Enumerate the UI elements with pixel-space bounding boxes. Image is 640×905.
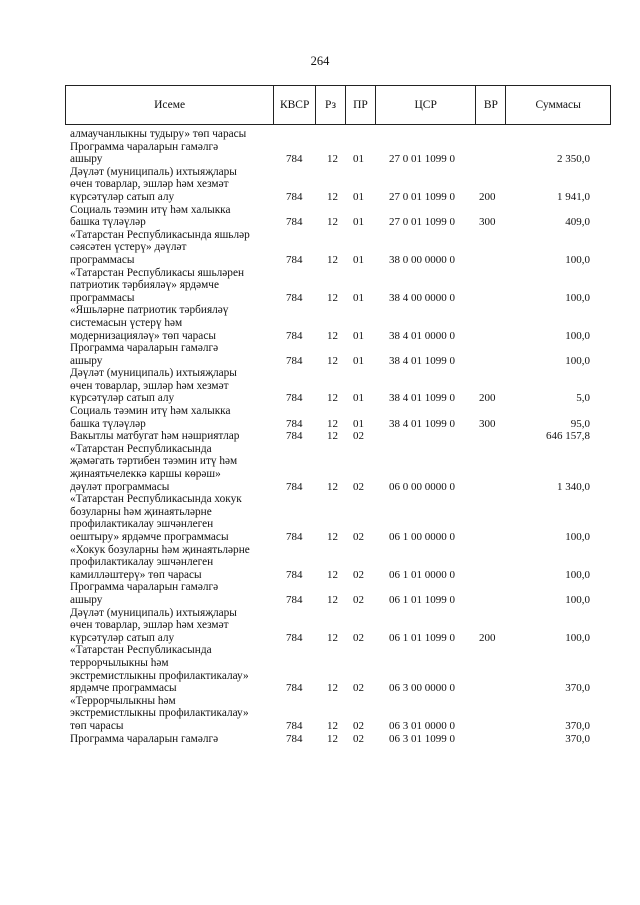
row-name-line: патриотик тәрбияләү» ярдәмче [70,279,219,292]
row-name-line: «Яшьләрне патриотик тәрбияләү [70,304,229,317]
row-name-line: программасы [70,253,135,266]
row-sum: 100,0 [565,253,590,266]
row-name-line: бозуларны һәм җинаятьләрне [70,505,212,518]
row-kvsr: 784 [286,216,303,229]
row-name-line: башка түләүләр [70,216,146,229]
row-name [70,443,270,493]
row-kvsr: 784 [286,153,303,166]
row-csr: 06 0 00 0000 0 [389,480,455,493]
row-name [70,695,270,733]
page-number: 264 [310,54,330,68]
row-name [70,430,270,443]
row-csr: 06 3 01 1099 0 [389,732,455,745]
row-name-line: күрсәтүләр сатып алу [70,631,175,644]
row-pr: 01 [353,329,364,342]
row-kvsr: 784 [286,531,303,543]
row-name-line: ашыру [70,593,103,606]
row-csr: 06 3 01 0000 0 [389,719,455,732]
row-name-line: алмаучанлыкны тудыру» төп чарасы [70,128,247,140]
row-csr: 06 1 01 1099 0 [389,631,455,644]
row-name-line: Вакытлы матбугат һәм нәшриятлар [70,430,240,443]
row-name-line: экстремистлыкны профилактикалау» [70,669,249,682]
table-row [70,304,590,342]
row-pr: 01 [353,153,364,166]
column-header-sum: Суммасы [535,99,581,111]
row-pr: 01 [353,354,364,367]
row-kvsr: 784 [286,631,303,644]
row-rz: 12 [327,417,338,430]
table-body [70,128,590,745]
row-name [70,405,270,430]
row-kvsr: 784 [286,719,303,732]
row-csr: 27 0 01 1099 0 [389,153,455,166]
row-name-line: җәмәгать тәртибен тәэмин итү һәм [70,455,238,468]
row-kvsr: 784 [286,392,303,405]
row-rz: 12 [327,329,338,342]
row-name [70,128,270,141]
row-name [70,644,270,694]
row-csr: 38 4 01 0000 0 [389,329,455,342]
row-name [70,581,270,606]
row-csr: 38 4 01 1099 0 [389,392,455,405]
row-pr: 02 [353,593,364,606]
row-rz: 12 [327,682,338,695]
row-vr: 300 [479,417,496,430]
row-name-line: ярдәмче программасы [70,682,177,695]
row-sum: 370,0 [565,682,590,695]
table-row [70,443,590,493]
row-kvsr: 784 [286,253,303,266]
row-pr: 02 [353,719,364,732]
row-name-line: дәүләт программасы [70,480,170,493]
row-name [70,493,270,543]
row-csr: 27 0 01 1099 0 [389,216,455,229]
row-name-line: күрсәтүләр сатып алу [70,392,175,405]
row-csr: 27 0 01 1099 0 [389,190,455,203]
row-pr: 01 [353,190,364,203]
row-sum: 100,0 [565,291,590,304]
row-name-line: Социаль тәэмин итү һәм халыкка [70,203,231,216]
row-pr: 02 [353,682,364,695]
column-header-kvsr: КВСР [274,86,316,124]
row-name [70,166,270,204]
row-csr: 38 4 01 1099 0 [389,354,455,367]
table-header [65,85,611,125]
row-rz: 12 [327,253,338,266]
row-name-line: Программа чараларын гамәлгә [70,342,219,355]
row-csr: 06 1 01 1099 0 [389,593,455,606]
row-kvsr: 784 [286,593,303,606]
row-sum: 370,0 [565,719,590,732]
row-sum: 409,0 [565,216,590,229]
table-row [70,733,590,746]
row-sum: 100,0 [565,354,590,367]
row-sum: 95,0 [570,417,590,430]
row-name [70,204,270,229]
row-csr: 06 1 01 0000 0 [389,568,455,581]
table-row [70,430,590,443]
row-name [70,607,270,645]
row-name-line: Программа чараларын гамәлгә [70,140,219,153]
table-row [70,493,590,543]
row-pr: 02 [353,568,364,581]
row-name-line: башка түләүләр [70,417,146,430]
row-vr: 200 [479,392,496,405]
row-csr: 38 0 00 0000 0 [389,253,455,266]
row-sum: 100,0 [565,329,590,342]
row-name-line: «Татарстан Республикасы яшьләрен [70,266,245,279]
row-name-line: «Террорчылыкны һәм [70,694,176,707]
row-name-line: Социаль тәэмин итү һәм халыкка [70,405,231,418]
row-sum: 1 340,0 [557,480,590,493]
row-sum: 2 350,0 [557,153,590,166]
table-row [70,267,590,305]
row-name-line: модернизацияләү» төп чарасы [70,329,216,342]
row-pr: 02 [353,480,364,493]
table-row [70,544,590,582]
row-vr: 200 [479,190,496,203]
row-name-line: төп чарасы [70,719,124,732]
row-pr: 01 [353,291,364,304]
row-rz: 12 [327,593,338,606]
row-pr: 02 [353,631,364,644]
table-row [70,141,590,166]
row-name-line: «Татарстан Республикасында яшьләр [70,228,250,241]
row-name-line: Программа чараларын гамәлгә [70,581,219,594]
row-name-line: профилактикалау эшчәнлеген [70,518,214,531]
row-vr: 300 [479,216,496,229]
row-csr: 38 4 00 0000 0 [389,291,455,304]
row-csr: 06 3 00 0000 0 [389,682,455,695]
row-csr: 38 4 01 1099 0 [389,417,455,430]
row-rz: 12 [327,430,338,443]
row-rz: 12 [327,291,338,304]
row-pr: 01 [353,392,364,405]
column-header-csr: ЦСР [376,86,477,124]
row-name-line: «Татарстан Республикасында [70,442,212,455]
table-row [70,367,590,405]
row-sum: 100,0 [565,593,590,606]
row-pr: 02 [353,430,364,443]
row-name-line: Дәүләт (муниципаль) ихтыяҗлары [70,606,237,619]
table-row [70,405,590,430]
row-name-line: сәясәтен үстерү» дәүләт [70,241,187,254]
row-kvsr: 784 [286,682,303,695]
table-row [70,204,590,229]
row-csr: 06 1 00 0000 0 [389,531,455,543]
row-name-line: җинаятьчелеккә каршы көрәш» [70,468,221,481]
row-name-line: өчен товарлар, эшләр һәм хезмәт [70,379,229,392]
row-name [70,304,270,342]
table-row [70,644,590,694]
row-sum: 100,0 [565,531,590,543]
row-name-line: камилләштерү» төп чарасы [70,568,202,581]
row-name-line: террорчылыкны һәм [70,656,169,669]
row-pr: 01 [353,417,364,430]
row-pr: 01 [353,253,364,266]
row-pr: 02 [353,732,364,745]
row-kvsr: 784 [286,417,303,430]
row-rz: 12 [327,153,338,166]
table-row [70,229,590,267]
row-rz: 12 [327,392,338,405]
row-rz: 12 [327,719,338,732]
row-name-line: программасы [70,291,135,304]
row-kvsr: 784 [286,430,303,443]
row-pr: 02 [353,531,364,543]
row-name [70,544,270,582]
row-kvsr: 784 [286,190,303,203]
row-sum: 1 941,0 [557,190,590,203]
table-row [70,166,590,204]
row-name-line: Дәүләт (муниципаль) ихтыяҗлары [70,367,237,380]
row-kvsr: 784 [286,354,303,367]
column-header-rz: Рз [316,86,346,124]
row-vr: 200 [479,631,496,644]
row-rz: 12 [327,732,338,745]
table-row [70,342,590,367]
row-name-line: күрсәтүләр сатып алу [70,190,175,203]
row-name-line: өчен товарлар, эшләр һәм хезмәт [70,178,229,191]
column-header-name: Исеме [66,86,274,124]
row-kvsr: 784 [286,480,303,493]
row-name [70,267,270,305]
row-name [70,141,270,166]
row-name-line: экстремистлыкны профилактикалау» [70,707,249,720]
row-rz: 12 [327,354,338,367]
row-rz: 12 [327,531,338,543]
row-name-line: «Татарстан Республикасында хокук [70,493,242,506]
row-name [70,342,270,367]
table-row [70,607,590,645]
table-row [70,128,590,141]
table-row [70,581,590,606]
table-row [70,695,590,733]
row-sum: 370,0 [565,732,590,745]
row-sum: 646 157,8 [546,430,590,443]
row-kvsr: 784 [286,291,303,304]
column-header-vr: ВР [476,86,506,124]
row-sum: 100,0 [565,631,590,644]
row-name-line: ашыру [70,354,103,367]
row-pr: 01 [353,216,364,229]
column-header-pr: ПР [346,86,376,124]
row-name [70,367,270,405]
row-name-line: «Хокук бозуларны һәм җинаятьләрне [70,543,250,556]
row-kvsr: 784 [286,568,303,581]
row-sum: 100,0 [565,568,590,581]
row-rz: 12 [327,190,338,203]
row-name [70,229,270,267]
row-rz: 12 [327,568,338,581]
row-name-line: оештыру» ярдәмче программасы [70,531,229,543]
row-name-line: ашыру [70,153,103,166]
row-kvsr: 784 [286,329,303,342]
row-name-line: системасын үстерү һәм [70,316,183,329]
row-rz: 12 [327,480,338,493]
row-name-line: «Татарстан Республикасында [70,644,212,657]
row-name-line: Программа чараларын гамәлгә [70,732,219,745]
row-name-line: Дәүләт (муниципаль) ихтыяҗлары [70,165,237,178]
row-name [70,733,270,746]
row-rz: 12 [327,216,338,229]
row-name-line: профилактикалау эшчәнлеген [70,556,214,569]
row-sum: 5,0 [576,392,590,405]
row-kvsr: 784 [286,732,303,745]
row-rz: 12 [327,631,338,644]
row-name-line: өчен товарлар, эшләр һәм хезмәт [70,619,229,632]
